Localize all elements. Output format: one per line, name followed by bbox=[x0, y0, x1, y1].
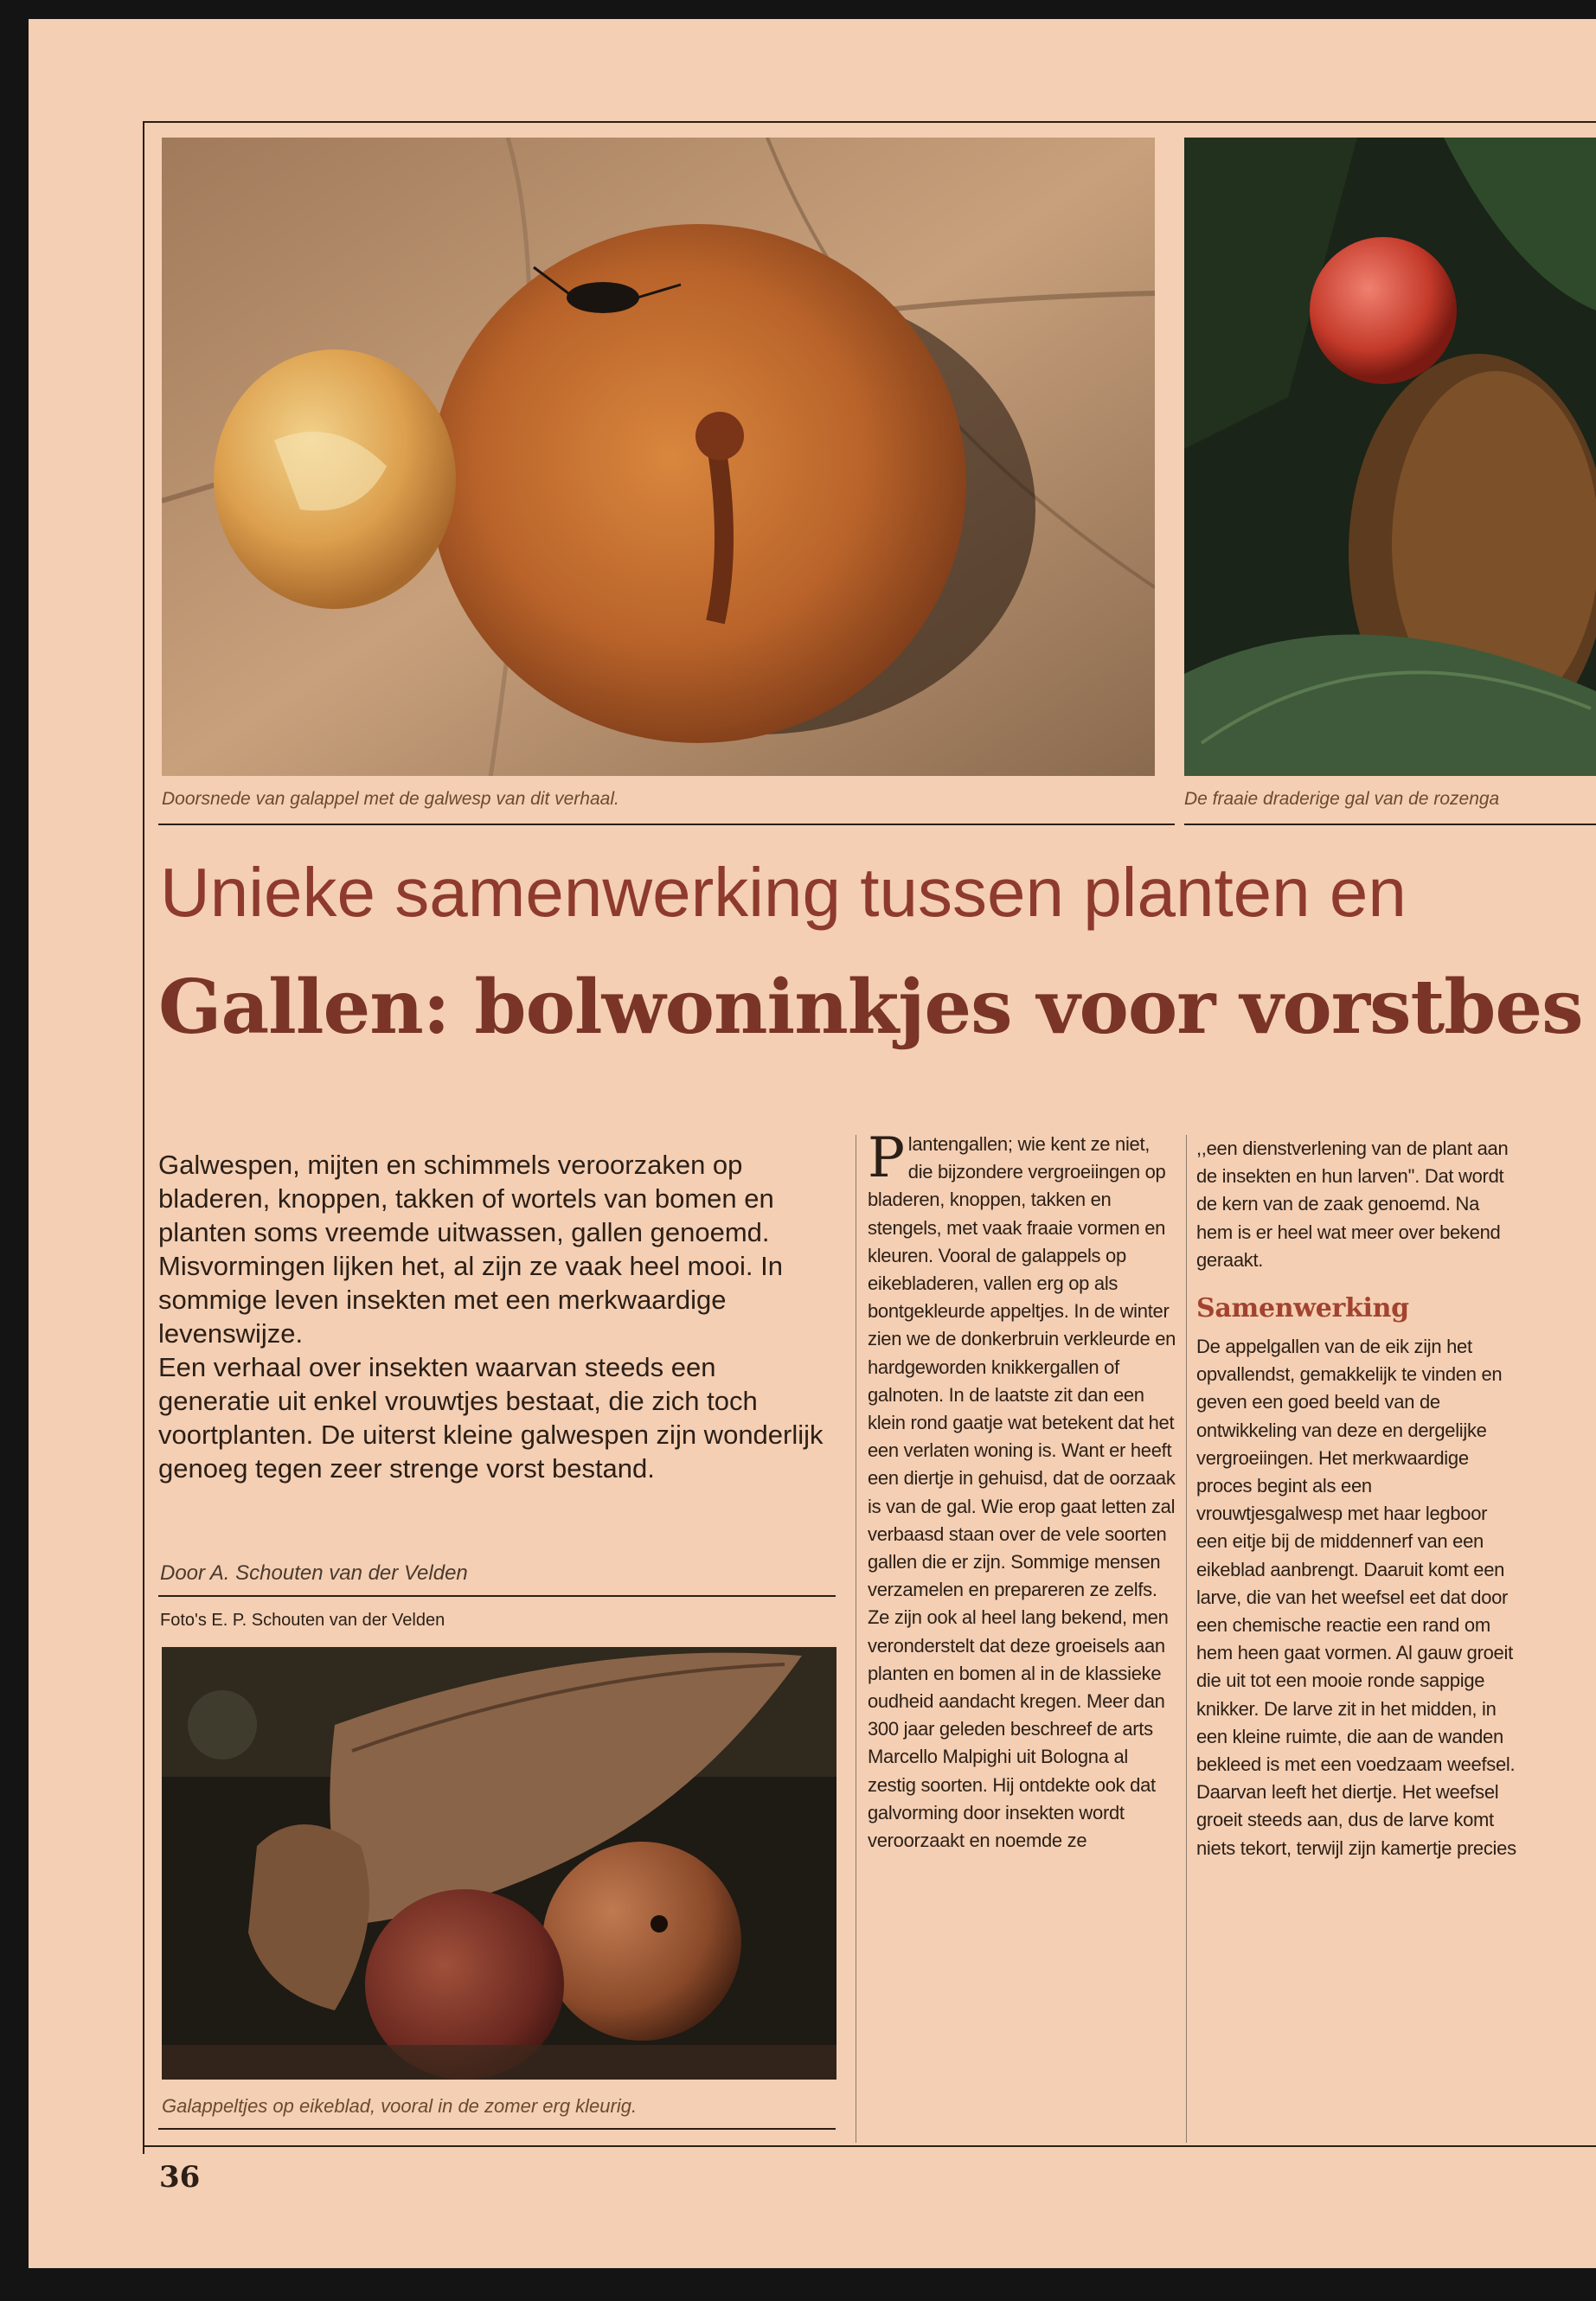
scan-border-top bbox=[0, 0, 1596, 19]
oak-galls-caption: Galappeltjes op eikeblad, vooral in de zomer erg kleurig. bbox=[162, 2095, 638, 2117]
headline-line-1: Unieke samenwerking tussen planten en bbox=[160, 854, 1407, 931]
photo-credit: Foto's E. P. Schouten van der Velden bbox=[160, 1611, 445, 1630]
page-number: 36 bbox=[159, 2160, 201, 2195]
column-3-text-2: De appelgallen van de eik zijn het opvallendst, gemakkelijk te vinden en geven een goed beeld van de ontwikkeling van deze en dergelijke vergroeiingen. Het merkwaardige proces begint als een vrouwtjesgalwesp met haar legboor een eitje bij de middennerf van een eikeblad aanbrengt. Daaruit komt een larve, die van het weefsel eet dat door een chemische reactie een rand om hem heen gaat vormen. Al gauw groeit die uit tot een mooie ronde sappige knikker. De larve zit in het midden, in een kleine ruimte, die aan de wanden bekleed is met een voedzaam weefsel. Daarvan leeft het diertje. Het weefsel groeit steeds aan, dus de larve komt niets tekort, terwijl zijn kamertje precies bbox=[1196, 1336, 1516, 1859]
top-rule bbox=[143, 121, 1596, 123]
byline-rule bbox=[158, 1595, 836, 1597]
body-column-3 bbox=[1196, 1135, 1518, 2138]
bottom-caption-rule bbox=[158, 2128, 836, 2130]
gall-cross-section-photo bbox=[162, 138, 1155, 776]
caption-rule-left bbox=[158, 824, 1175, 825]
scan-border-left bbox=[0, 0, 29, 2301]
scan-border-bottom bbox=[0, 2268, 1596, 2301]
body-column-2 bbox=[868, 1131, 1177, 2138]
intro-paragraph-2: Een verhaal over insekten waarvan steeds een generatie uit enkel vrouwtjes bestaat, die zich toch voortplanten. De uiterst kleine galwespen zijn wonderlijk genoeg tegen zeer strenge vorst bestand. bbox=[158, 1352, 824, 1484]
magazine-page bbox=[29, 19, 1596, 2268]
rose-gall-caption: De fraaie draderige gal van de rozenga bbox=[1184, 789, 1500, 809]
headline-line-2: Gallen: bolwoninkjes voor vorstbes bbox=[158, 964, 1583, 1051]
intro-paragraph-1: Galwespen, mijten en schimmels veroorzaken op bladeren, knoppen, takken of wortels van bomen en planten soms vreemde uitwassen, gallen genoemd. Misvormingen lijken het, al zijn ze vaak heel mooi. In sommige leven insekten met een merkwaardige levenswijze. bbox=[158, 1150, 783, 1349]
subheading-samenwerking: Samenwerking bbox=[1196, 1293, 1409, 1324]
rose-gall-photo bbox=[1184, 138, 1596, 776]
column-2-text: lantengallen; wie kent ze niet, die bijzondere vergroeiingen op bladeren, knoppen, takken en stengels, met vaak fraaie vormen en kleuren. Vooral de galappels op eikebladeren, vallen erg op als bontgekleurde appeltjes. In de winter zien we de donkerbruin verkleurde en hardgeworden knikkergallen of galnoten. In de laatste zit dan een klein rond gaatje wat betekent dat het een verlaten woning is. Want er heeft een diertje in gehuisd, dat de oorzaak is van de gal. Wie erop gaat letten zal verbaasd staan over de vele soorten gallen die er zijn. Sommige mensen verzamelen en prepareren ze zelfs. Ze zijn ook al heel lang bekend, men veronderstelt dat deze groeisels aan planten en bomen al in de klassieke oudheid aandacht kregen. Meer dan 300 jaar geleden beschreef de arts Marcello Malpighi uit Bologna al zestig soorten. Hij ontdekte ook dat galvorming door insekten wordt veroorzaakt en noemde ze bbox=[868, 1133, 1176, 1852]
gall-cross-section-caption: Doorsnede van galappel met de galwesp van dit verhaal. bbox=[162, 789, 619, 809]
oak-galls-photo bbox=[162, 1647, 836, 2080]
column-divider-2 bbox=[1186, 1135, 1187, 2143]
footer-rule bbox=[143, 2145, 1596, 2147]
caption-rule-right bbox=[1184, 824, 1596, 825]
column-3-text-1: ,,een dienstverlening van de plant aan de insekten en hun larven''. Dat wordt de kern van de zaak genoemd. Na hem is er heel wat meer over bekend geraakt. bbox=[1196, 1138, 1509, 1271]
dropcap-letter: P bbox=[868, 1131, 905, 1190]
left-frame-rule bbox=[143, 121, 144, 2154]
intro-text bbox=[158, 1148, 833, 1485]
author-byline: Door A. Schouten van der Velden bbox=[160, 1561, 468, 1585]
